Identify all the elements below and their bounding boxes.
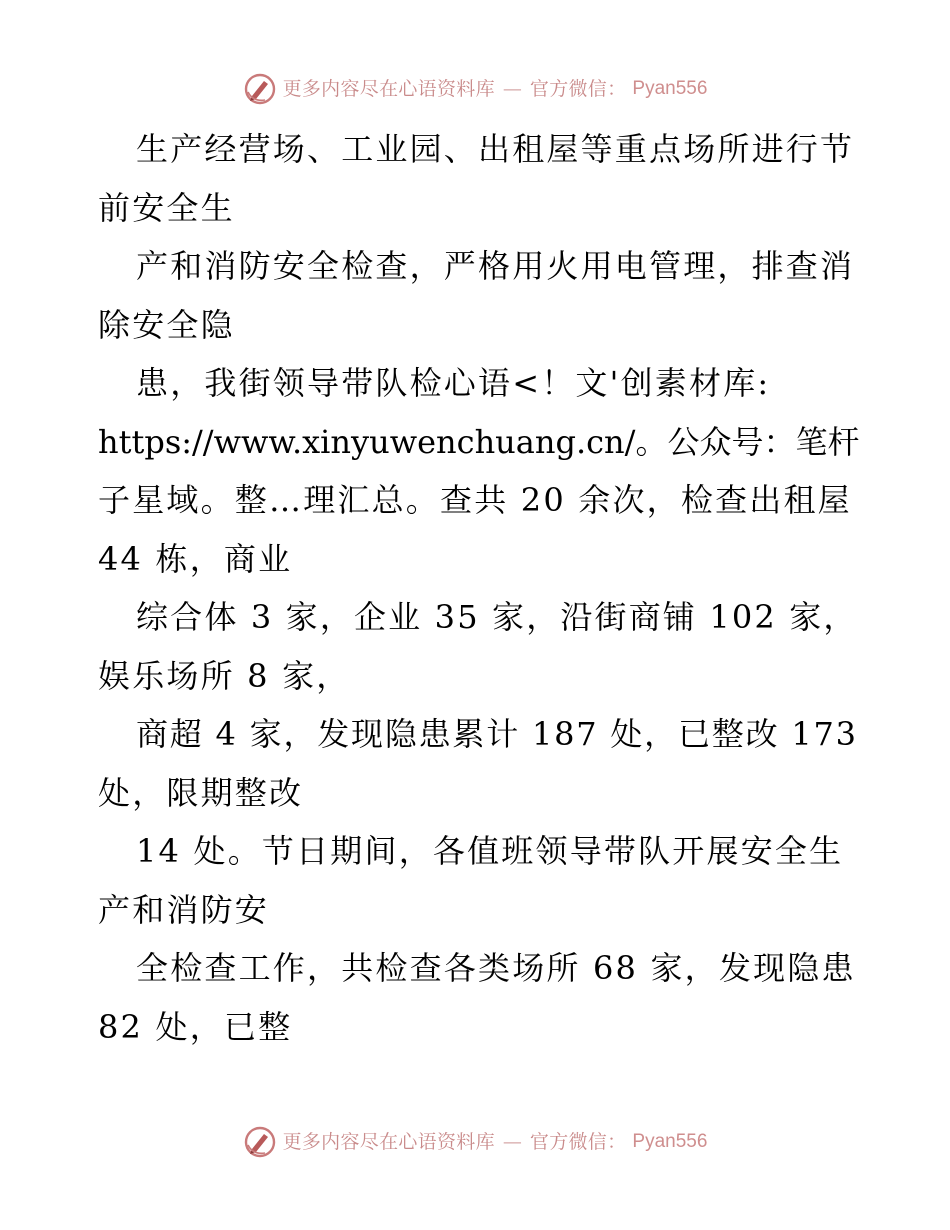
- watermark-id: Pyan556: [632, 1131, 708, 1152]
- text-line: https://www.xinyuwenchuang.cn/。公众号：笔杆: [98, 422, 860, 461]
- footer-watermark: [0, 1125, 950, 1159]
- watermark-suffix: 官方微信：: [529, 1131, 627, 1153]
- text-line: 产和消防安全检查，严格用火用电管理，排查消: [136, 247, 855, 285]
- watermark-text: 更多内容尽在心语资料库: [282, 1131, 495, 1153]
- text-line: 子星域。整…理汇总。查共 20 余次，检查出租屋: [98, 481, 852, 519]
- text-line: 娱乐场所 8 家，: [98, 656, 351, 695]
- text-line: 生产经营场、工业园、出租屋等重点场所进行节: [136, 130, 855, 168]
- watermark-separator: —: [502, 1131, 522, 1153]
- watermark-suffix: 官方微信：: [529, 78, 627, 100]
- header-watermark: [0, 72, 950, 106]
- text-line: 处，限期整改: [98, 773, 304, 812]
- watermark-text: 更多内容尽在心语资料库: [282, 78, 495, 100]
- text-line: 82 处，已整: [98, 1007, 293, 1046]
- watermark-id: Pyan556: [632, 78, 708, 99]
- text-line: 44 栋，商业: [98, 539, 293, 578]
- text-line: 产和消防安: [98, 890, 270, 929]
- text-line: 除安全隐: [98, 305, 235, 344]
- text-line: 综合体 3 家，企业 35 家，沿街商铺 102 家，: [136, 598, 858, 636]
- text-line: 14 处。节日期间，各值班领导带队开展安全生: [136, 832, 844, 870]
- text-line: 患，我街领导带队检心语<！文'创素材库:: [136, 364, 771, 402]
- text-line: 商超 4 家，发现隐患累计 187 处，已整改 173: [136, 715, 858, 753]
- body-text: [98, 120, 858, 1056]
- text-line: 前安全生: [98, 188, 235, 227]
- pen-logo-icon: [243, 72, 277, 106]
- text-line: 全检查工作，共检查各类场所 68 家，发现隐患: [136, 949, 856, 987]
- pen-logo-icon: [243, 1125, 277, 1159]
- watermark-separator: —: [502, 78, 522, 100]
